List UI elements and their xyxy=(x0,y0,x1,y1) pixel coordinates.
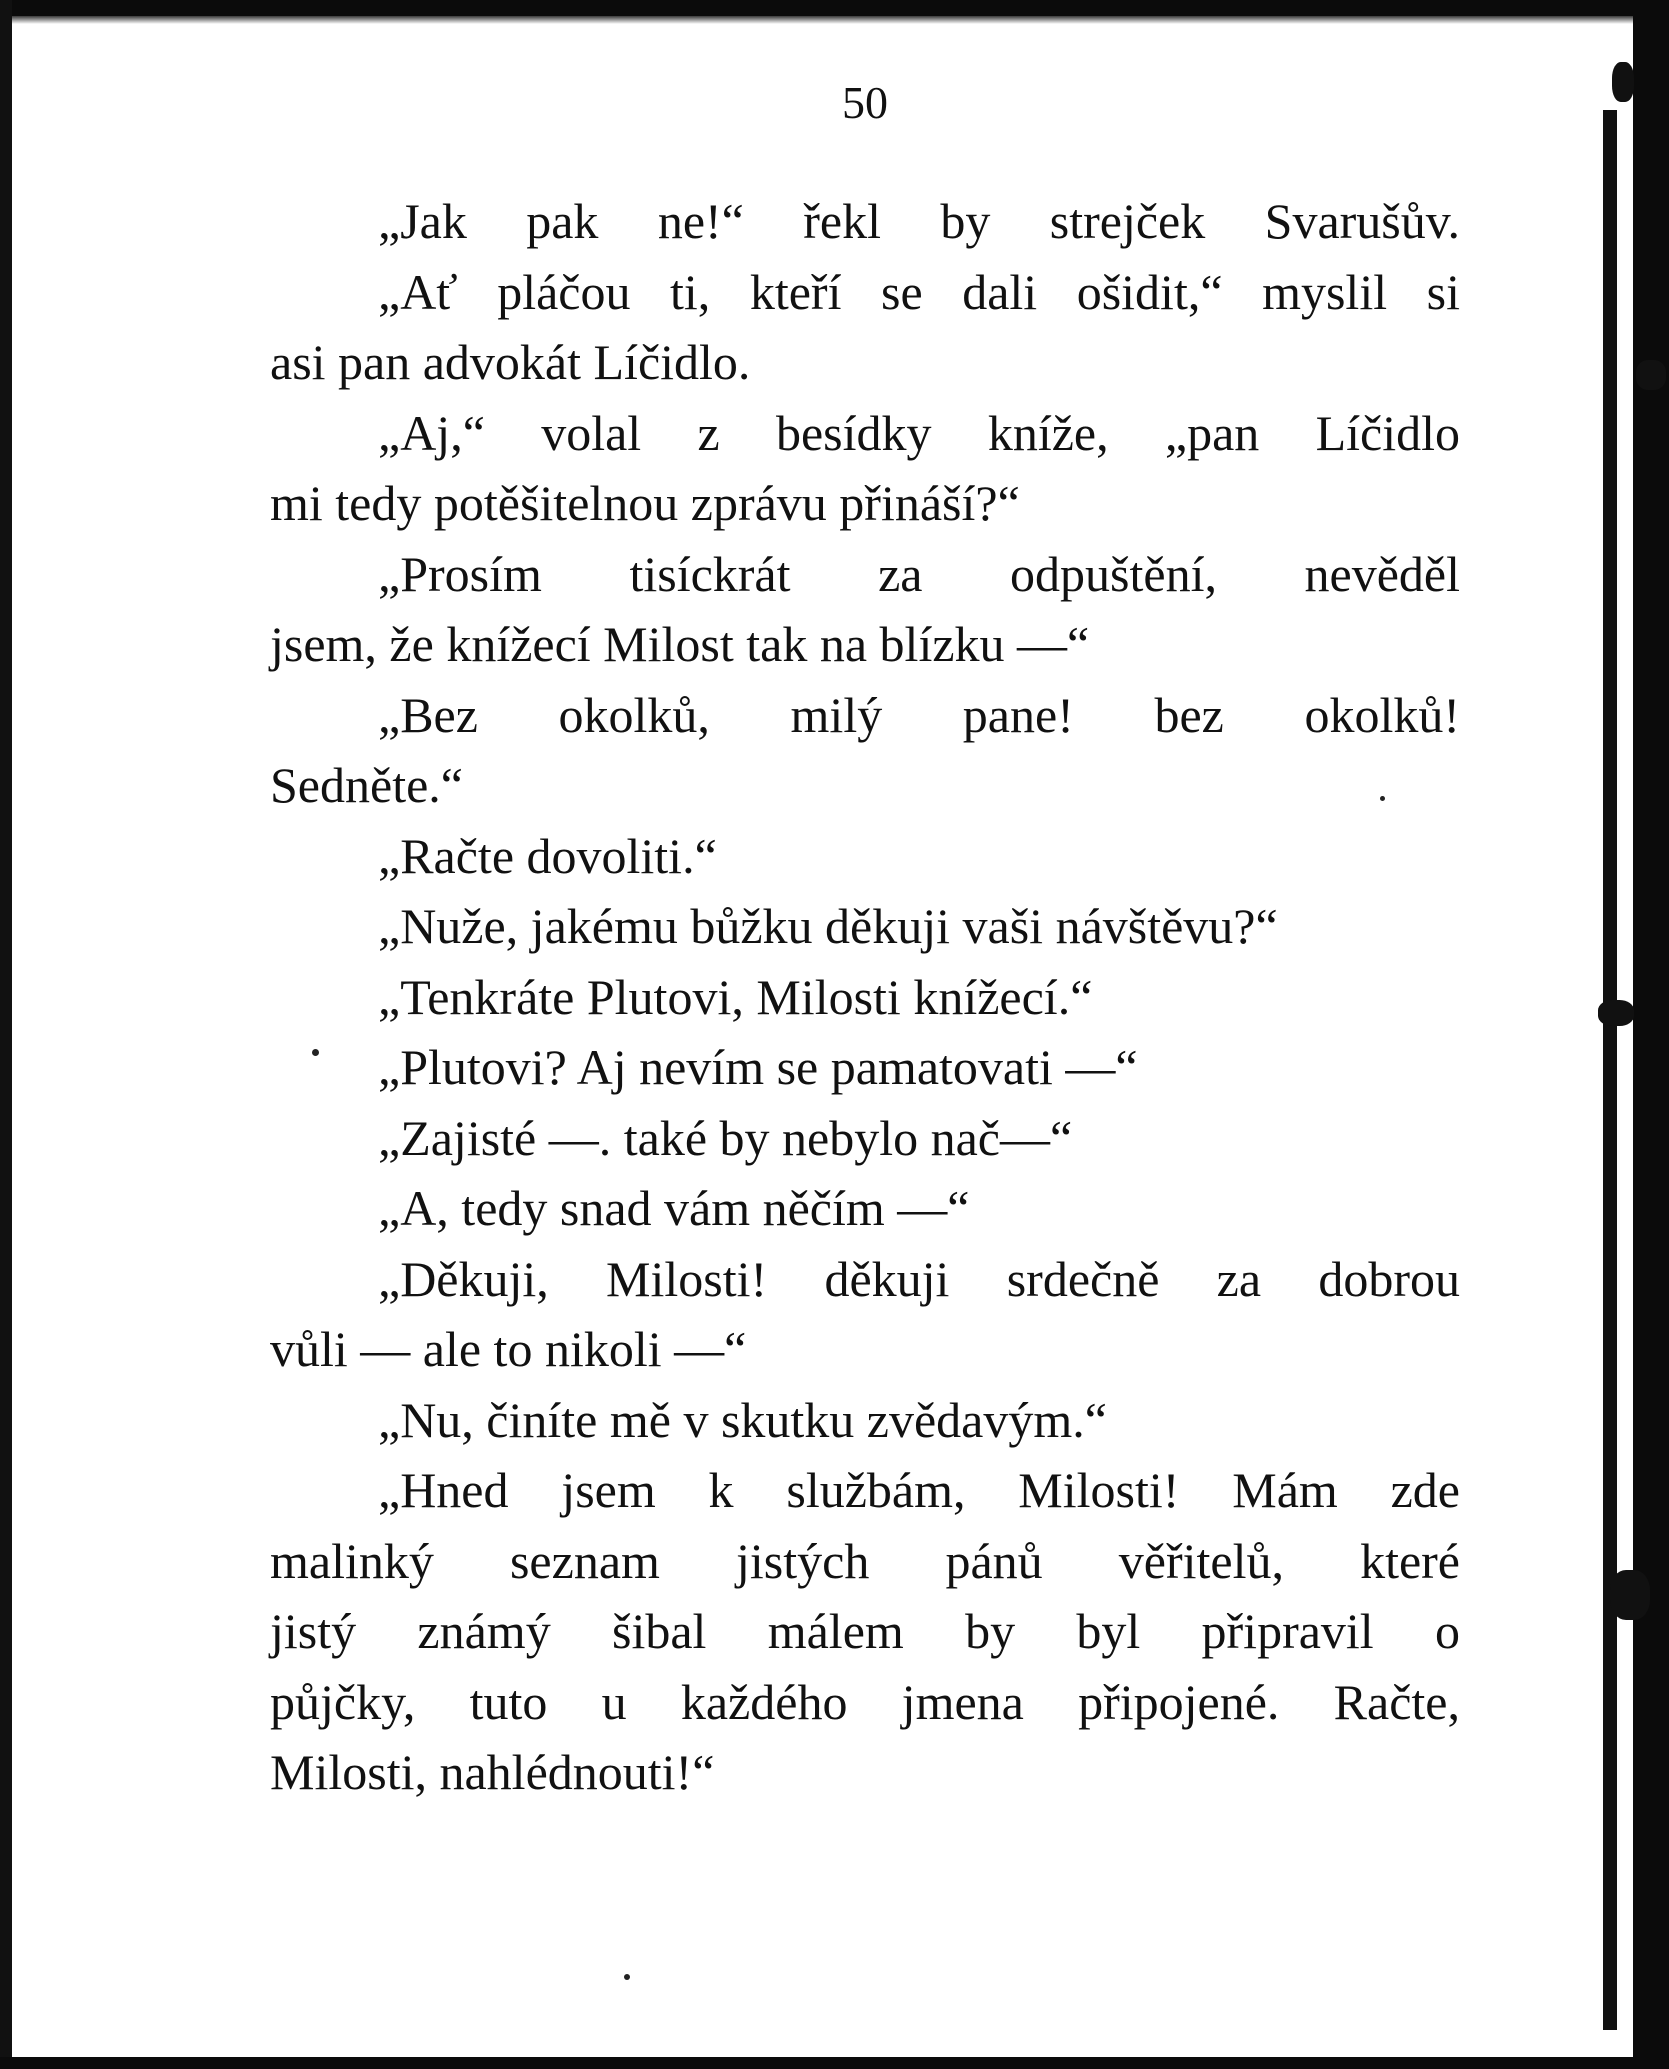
text-line: „Aj,“ volal z besídky kníže, „pan Líčidlo xyxy=(378,404,1460,461)
text-line: „Račte dovoliti.“ xyxy=(378,827,717,884)
scan-border-left xyxy=(0,0,12,2069)
text-line: půjčky, tuto u každého jmena připojené. Račte, xyxy=(270,1673,1460,1730)
text-line: „Nuže, jakému bůžku děkuji vaši návštěvu?“ xyxy=(378,898,1278,954)
text-line: „Plutovi? Aj nevím se pamatovati —“ xyxy=(378,1039,1138,1095)
text-line: „Děkuji, Milosti! děkuji srdečně za dobrou xyxy=(378,1250,1460,1307)
page-number: 50 xyxy=(842,77,888,128)
text-line: „Hned jsem k službám, Milosti! Mám zde xyxy=(378,1462,1460,1518)
text-line: „Jak pak ne!“ řekl by strejček Svarušův. xyxy=(378,193,1460,249)
text-line: asi pan advokát Líčidlo. xyxy=(270,334,751,390)
body-text xyxy=(270,186,1460,1808)
scan-border-bottom xyxy=(0,2057,1669,2069)
text-line: „Prosím tisíckrát za odpuštění, nevěděl xyxy=(378,545,1460,602)
ink-speck xyxy=(1380,796,1385,801)
text-line: „Ať pláčou ti, kteří se dali ošidit,“ myslil si xyxy=(378,263,1460,320)
text-line: vůli — ale to nikoli —“ xyxy=(270,1321,747,1377)
scan-border-right xyxy=(1633,0,1669,2069)
ink-speck xyxy=(312,1049,319,1056)
binding-mark xyxy=(1636,360,1666,390)
text-line: jistý známý šibal málem by byl připravil o xyxy=(270,1603,1460,1659)
text-line: jsem, že knížecí Milost tak na blízku —“ xyxy=(270,616,1090,672)
binding-mark xyxy=(1598,1000,1634,1026)
text-line: „A, tedy snad vám něčím —“ xyxy=(378,1180,970,1236)
text-line: „Zajisté —. také by nebylo nač—“ xyxy=(378,1109,1073,1166)
text-line: malinký seznam jistých pánů věřitelů, které xyxy=(270,1532,1460,1589)
binding-mark xyxy=(1610,1570,1650,1620)
binding-edge xyxy=(1603,110,1617,2030)
text-line: „Nu, činíte mě v skutku zvědavým.“ xyxy=(378,1391,1107,1448)
text-line: Milosti, nahlédnouti!“ xyxy=(270,1744,715,1800)
scan-border-top xyxy=(0,0,1669,16)
text-line: mi tedy potěšitelnou zprávu přináší?“ xyxy=(270,475,1020,531)
ink-speck xyxy=(624,1974,630,1980)
scan-border-shadow xyxy=(0,16,1669,24)
text-line: „Tenkráte Plutovi, Milosti knížecí.“ xyxy=(378,968,1093,1025)
text-line: „Bez okolků, milý pane! bez okolků! xyxy=(378,686,1460,743)
text-line: Sedněte.“ xyxy=(270,757,463,813)
